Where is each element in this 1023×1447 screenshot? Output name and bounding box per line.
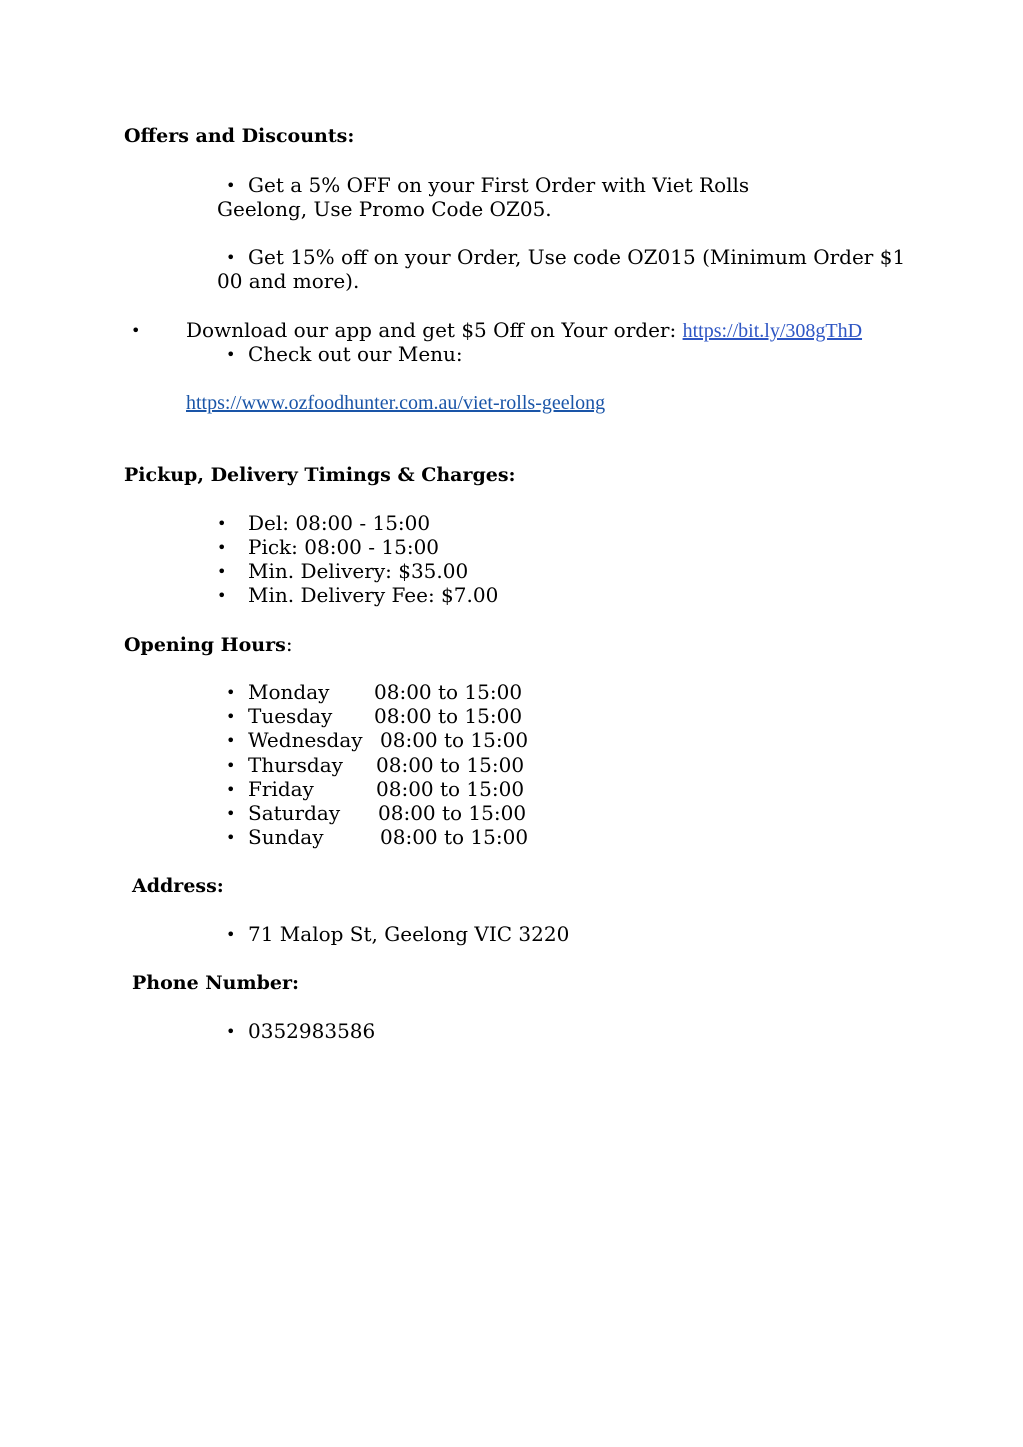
- time-monday: 08:00 to 15:00: [374, 680, 523, 704]
- day-friday: Friday: [248, 777, 314, 801]
- offer-item-2-line-1: Get 15% off on your Order, Use code OZ015 (Minimum Order $1: [248, 245, 906, 269]
- bullet: •: [226, 707, 236, 726]
- bullet: •: [217, 538, 227, 557]
- offer-item-1-line-1: Get a 5% OFF on your First Order with Viet Rolls: [248, 173, 750, 197]
- day-saturday: Saturday: [248, 801, 341, 825]
- address-heading: Address:: [132, 875, 224, 897]
- bullet: •: [217, 514, 227, 533]
- offer-item-1-line-2: Geelong, Use Promo Code OZ05.: [217, 197, 552, 221]
- time-saturday: 08:00 to 15:00: [378, 801, 527, 825]
- bullet: •: [226, 756, 236, 775]
- app-offer-item: [186, 318, 862, 343]
- bullet: •: [217, 562, 227, 581]
- bullet: •: [226, 345, 236, 364]
- phone-value: 0352983586: [248, 1019, 376, 1043]
- offer-item-2-line-2: 00 and more).: [217, 269, 360, 293]
- pickup-item-min-fee: Min. Delivery Fee: $7.00: [248, 583, 499, 607]
- offers-heading: Offers and Discounts:: [124, 125, 355, 147]
- address-value: 71 Malop St, Geelong VIC 3220: [248, 922, 570, 946]
- time-wednesday: 08:00 to 15:00: [380, 728, 529, 752]
- time-thursday: 08:00 to 15:00: [376, 753, 525, 777]
- bullet: •: [226, 176, 236, 195]
- hours-heading-colon: :: [285, 632, 293, 656]
- time-friday: 08:00 to 15:00: [376, 777, 525, 801]
- pickup-item-pick: Pick: 08:00 - 15:00: [248, 535, 440, 559]
- day-wednesday: Wednesday: [248, 728, 363, 752]
- hours-heading-line: [124, 632, 293, 657]
- menu-text: Check out our Menu:: [248, 342, 463, 366]
- day-thursday: Thursday: [248, 753, 343, 777]
- bullet: •: [226, 1022, 236, 1041]
- bullet: •: [226, 248, 236, 267]
- time-tuesday: 08:00 to 15:00: [374, 704, 523, 728]
- day-monday: Monday: [248, 680, 330, 704]
- bullet: •: [226, 683, 236, 702]
- pickup-item-delivery: Del: 08:00 - 15:00: [248, 511, 431, 535]
- pickup-item-min-delivery: Min. Delivery: $35.00: [248, 559, 469, 583]
- bullet: •: [226, 828, 236, 847]
- app-download-link[interactable]: https://bit.ly/308gThD: [682, 320, 863, 342]
- bullet: •: [131, 321, 141, 340]
- bullet: •: [226, 780, 236, 799]
- bullet: •: [226, 804, 236, 823]
- bullet: •: [217, 586, 227, 605]
- pickup-heading: Pickup, Delivery Timings & Charges:: [124, 464, 516, 486]
- phone-heading: Phone Number:: [132, 972, 299, 994]
- time-sunday: 08:00 to 15:00: [380, 825, 529, 849]
- menu-link[interactable]: https://www.ozfoodhunter.com.au/viet-rolls-geelong: [186, 392, 606, 414]
- bullet: •: [226, 925, 236, 944]
- day-tuesday: Tuesday: [248, 704, 333, 728]
- bullet: •: [226, 731, 236, 750]
- app-offer-text: Download our app and get $5 Off on Your order:: [186, 318, 677, 342]
- day-sunday: Sunday: [248, 825, 324, 849]
- hours-heading: Opening Hours: [124, 634, 286, 656]
